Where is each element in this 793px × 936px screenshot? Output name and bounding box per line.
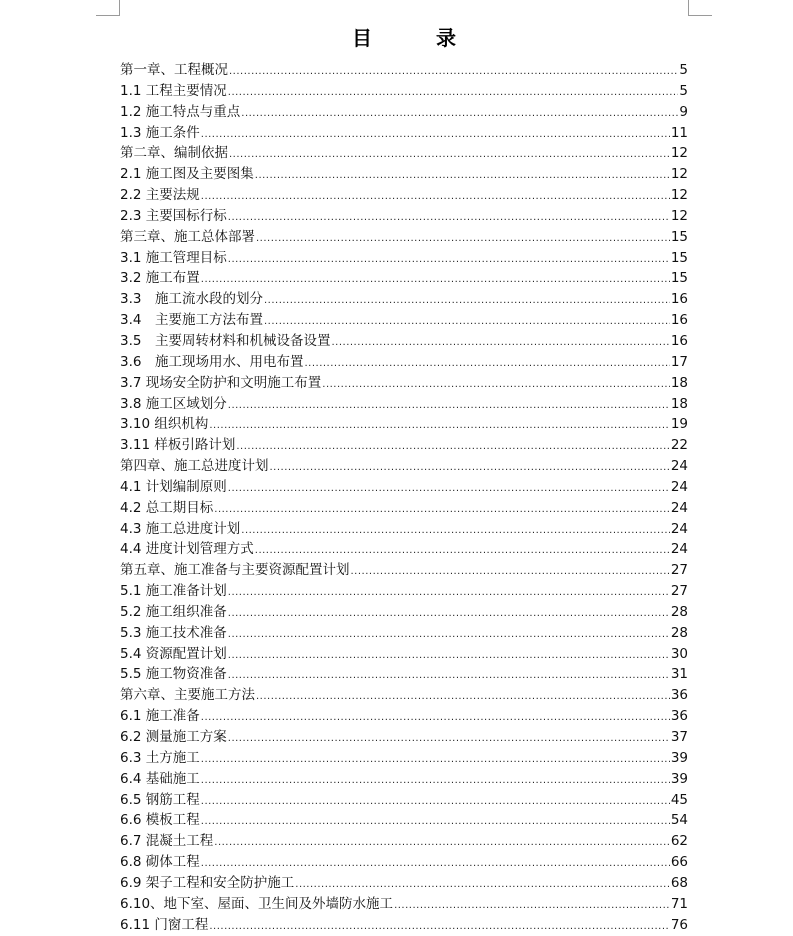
toc-entry[interactable] xyxy=(120,475,688,496)
toc-entry[interactable] xyxy=(120,725,688,746)
dot-leader xyxy=(228,650,670,661)
toc-entry-label: 3.7 现场安全防护和文明施工布置 xyxy=(120,374,322,391)
toc-entry-label: 4.2 总工期目标 xyxy=(120,499,214,516)
toc-entry-label: 6.5 钢筋工程 xyxy=(120,791,200,808)
toc-entry-page-number: 62 xyxy=(670,833,688,850)
toc-entry-label: 第四章、施工总进度计划 xyxy=(120,458,269,475)
toc-entry[interactable] xyxy=(120,621,688,642)
toc-entry[interactable] xyxy=(120,767,688,788)
toc-entry-label: 第二章、编制依据 xyxy=(120,145,228,162)
dot-leader xyxy=(351,566,670,577)
toc-entry-label: 6.2 测量施工方案 xyxy=(120,729,227,745)
crop-mark-left xyxy=(96,15,120,16)
toc-title: 目 录 xyxy=(352,26,478,50)
toc-entry[interactable] xyxy=(120,517,688,538)
dot-leader xyxy=(255,170,670,181)
toc-entry[interactable] xyxy=(120,808,688,829)
toc-entry[interactable] xyxy=(120,162,688,183)
dot-leader xyxy=(201,796,670,807)
toc-entry-page-number: 15 xyxy=(670,270,688,287)
toc-entry-label: 6.10、地下室、屋面、卫生间及外墙防水施工 xyxy=(120,895,394,912)
dot-leader xyxy=(214,504,670,515)
toc-entry[interactable] xyxy=(120,100,688,121)
toc-entry-label: 6.1 施工准备 xyxy=(120,708,200,725)
dot-leader xyxy=(201,754,670,765)
toc-entry-label: 6.4 基础施工 xyxy=(120,770,200,787)
toc-entry[interactable] xyxy=(120,350,688,371)
toc-entry[interactable] xyxy=(120,308,688,329)
toc-entry[interactable] xyxy=(120,412,688,433)
dot-leader xyxy=(322,379,670,390)
toc-entry-page-number: 5 xyxy=(679,62,688,78)
table-of-contents xyxy=(120,58,688,933)
toc-entry-page-number: 30 xyxy=(670,645,688,662)
toc-entry-label: 6.9 架子工程和安全防护施工 xyxy=(120,874,295,891)
toc-entry-label: 第一章、工程概况 xyxy=(120,62,228,78)
dot-leader xyxy=(228,87,679,98)
dot-leader xyxy=(236,441,669,452)
toc-entry-label: 5.1 施工准备计划 xyxy=(120,583,227,600)
toc-entry-page-number: 27 xyxy=(670,583,688,600)
dot-leader xyxy=(201,712,670,723)
toc-entry-label: 5.3 施工技术准备 xyxy=(120,624,227,641)
dot-leader xyxy=(264,295,670,306)
toc-entry-page-number: 17 xyxy=(670,353,688,370)
toc-entry[interactable] xyxy=(120,225,688,246)
toc-entry-label: 第六章、主要施工方法 xyxy=(120,687,255,704)
dot-leader xyxy=(228,733,670,744)
toc-entry-page-number: 36 xyxy=(670,708,688,725)
toc-entry-page-number: 27 xyxy=(670,562,688,579)
toc-entry[interactable] xyxy=(120,746,688,767)
toc-entry-page-number: 24 xyxy=(670,520,688,537)
toc-entry-page-number: 45 xyxy=(670,791,688,808)
dot-leader xyxy=(270,462,670,473)
toc-entry[interactable] xyxy=(120,642,688,663)
dot-leader xyxy=(228,587,670,598)
toc-entry[interactable] xyxy=(120,58,688,79)
dot-leader xyxy=(241,108,678,119)
toc-entry[interactable] xyxy=(120,892,688,913)
toc-entry-label: 3.11 样板引路计划 xyxy=(120,437,236,454)
toc-entry-page-number: 54 xyxy=(670,812,688,829)
dot-leader xyxy=(228,608,670,619)
dot-leader xyxy=(229,66,678,77)
toc-entry-page-number: 66 xyxy=(670,854,688,871)
toc-entry-page-number: 28 xyxy=(670,624,688,641)
dot-leader xyxy=(256,691,670,702)
toc-entry-label: 3.10 组织机构 xyxy=(120,416,209,433)
toc-entry[interactable] xyxy=(120,537,688,558)
toc-entry[interactable] xyxy=(120,454,688,475)
toc-entry-label: 6.3 土方施工 xyxy=(120,749,200,766)
dot-leader xyxy=(201,129,670,140)
dot-leader xyxy=(256,233,670,244)
toc-entry-label: 4.3 施工总进度计划 xyxy=(120,520,241,537)
toc-entry[interactable] xyxy=(120,704,688,725)
toc-entry[interactable] xyxy=(120,204,688,225)
toc-entry-label: 4.1 计划编制原则 xyxy=(120,478,227,495)
toc-entry-label: 3.2 施工布置 xyxy=(120,270,200,287)
toc-entry-page-number: 15 xyxy=(670,249,688,266)
crop-mark-right xyxy=(688,0,689,15)
toc-entry[interactable] xyxy=(120,496,688,517)
toc-entry-label: 6.6 模板工程 xyxy=(120,812,200,829)
dot-leader xyxy=(394,900,670,911)
toc-entry[interactable] xyxy=(120,79,688,100)
toc-entry-page-number: 18 xyxy=(670,374,688,391)
toc-entry-page-number: 68 xyxy=(670,874,688,891)
toc-entry-page-number: 12 xyxy=(670,207,688,224)
toc-entry-label: 5.4 资源配置计划 xyxy=(120,645,227,662)
toc-entry[interactable] xyxy=(120,683,688,704)
toc-entry-page-number: 12 xyxy=(670,166,688,183)
dot-leader xyxy=(201,816,670,827)
toc-entry-page-number: 24 xyxy=(670,541,688,558)
toc-entry-label: 2.1 施工图及主要图集 xyxy=(120,166,254,183)
toc-entry-page-number: 5 xyxy=(679,82,688,99)
toc-entry-page-number: 18 xyxy=(670,395,688,412)
toc-entry-page-number: 16 xyxy=(670,312,688,329)
dot-leader xyxy=(255,545,670,556)
toc-entry-label: 6.7 混凝土工程 xyxy=(120,833,214,850)
toc-entry[interactable] xyxy=(120,371,688,392)
toc-entry-page-number: 24 xyxy=(670,458,688,475)
toc-entry-label: 3.4 主要施工方法布置 xyxy=(120,312,263,329)
toc-entry-label: 3.1 施工管理目标 xyxy=(120,249,227,266)
toc-entry-page-number: 37 xyxy=(670,729,688,745)
dot-leader xyxy=(201,858,670,869)
dot-leader xyxy=(304,358,669,369)
toc-entry-label: 6.8 砌体工程 xyxy=(120,854,200,871)
toc-entry-page-number: 16 xyxy=(670,332,688,349)
toc-entry[interactable] xyxy=(120,329,688,350)
dot-leader xyxy=(228,212,670,223)
dot-leader xyxy=(201,191,670,202)
toc-entry-page-number: 71 xyxy=(670,895,688,912)
crop-mark-left xyxy=(119,0,120,15)
dot-leader xyxy=(228,483,670,494)
crop-mark-right xyxy=(688,15,712,16)
toc-entry[interactable] xyxy=(120,266,688,287)
toc-entry-page-number: 15 xyxy=(670,228,688,245)
toc-entry-page-number: 9 xyxy=(679,103,688,120)
toc-entry-label: 2.3 主要国标行标 xyxy=(120,207,227,224)
toc-entry-label: 3.6 施工现场用水、用电布置 xyxy=(120,353,304,370)
toc-entry-page-number: 76 xyxy=(670,916,688,933)
toc-entry-label: 1.1 工程主要情况 xyxy=(120,82,227,99)
toc-entry[interactable] xyxy=(120,141,688,162)
dot-leader xyxy=(229,149,670,160)
dot-leader xyxy=(228,670,670,681)
toc-entry-label: 3.3 施工流水段的划分 xyxy=(120,291,263,308)
toc-entry-label: 3.5 主要周转材料和机械设备设置 xyxy=(120,332,331,349)
toc-entry[interactable] xyxy=(120,183,688,204)
toc-entry-label: 1.3 施工条件 xyxy=(120,124,200,141)
toc-entry-page-number: 24 xyxy=(670,478,688,495)
toc-entry[interactable] xyxy=(120,579,688,600)
toc-entry-page-number: 12 xyxy=(670,187,688,204)
toc-entry-label: 1.2 施工特点与重点 xyxy=(120,103,241,120)
toc-entry-page-number: 39 xyxy=(670,749,688,766)
toc-entry[interactable] xyxy=(120,121,688,142)
toc-entry-page-number: 31 xyxy=(670,666,688,683)
toc-entry[interactable] xyxy=(120,287,688,308)
toc-entry-label: 3.8 施工区域划分 xyxy=(120,395,227,412)
dot-leader xyxy=(209,420,669,431)
toc-entry-label: 第三章、施工总体部署 xyxy=(120,228,255,245)
toc-entry-label: 6.11 门窗工程 xyxy=(120,916,209,933)
toc-entry[interactable] xyxy=(120,850,688,871)
toc-entry-label: 5.2 施工组织准备 xyxy=(120,603,227,620)
toc-entry-page-number: 39 xyxy=(670,770,688,787)
toc-entry-page-number: 24 xyxy=(670,499,688,516)
dot-leader xyxy=(214,837,670,848)
dot-leader xyxy=(209,921,669,932)
toc-entry[interactable] xyxy=(120,662,688,683)
toc-entry[interactable] xyxy=(120,246,688,267)
dot-leader xyxy=(228,254,670,265)
toc-entry-page-number: 22 xyxy=(670,437,688,454)
toc-entry-label: 5.5 施工物资准备 xyxy=(120,666,227,683)
toc-entry-page-number: 36 xyxy=(670,687,688,704)
toc-entry[interactable] xyxy=(120,913,688,934)
toc-entry[interactable] xyxy=(120,871,688,892)
toc-entry[interactable] xyxy=(120,433,688,454)
toc-entry[interactable] xyxy=(120,829,688,850)
toc-entry-page-number: 16 xyxy=(670,291,688,308)
toc-entry-page-number: 11 xyxy=(670,124,688,141)
dot-leader xyxy=(295,879,670,890)
dot-leader xyxy=(241,525,670,536)
toc-entry[interactable] xyxy=(120,600,688,621)
toc-entry-page-number: 12 xyxy=(670,145,688,162)
dot-leader xyxy=(228,400,670,411)
dot-leader xyxy=(201,274,670,285)
toc-entry-label: 4.4 进度计划管理方式 xyxy=(120,541,254,558)
toc-entry-page-number: 28 xyxy=(670,603,688,620)
dot-leader xyxy=(264,316,670,327)
toc-entry-page-number: 19 xyxy=(670,416,688,433)
toc-entry-label: 第五章、施工准备与主要资源配置计划 xyxy=(120,562,350,579)
toc-entry[interactable] xyxy=(120,392,688,413)
dot-leader xyxy=(331,337,669,348)
toc-entry[interactable] xyxy=(120,788,688,809)
toc-entry[interactable] xyxy=(120,558,688,579)
toc-entry-label: 2.2 主要法规 xyxy=(120,187,200,204)
dot-leader xyxy=(228,629,670,640)
dot-leader xyxy=(201,775,670,786)
